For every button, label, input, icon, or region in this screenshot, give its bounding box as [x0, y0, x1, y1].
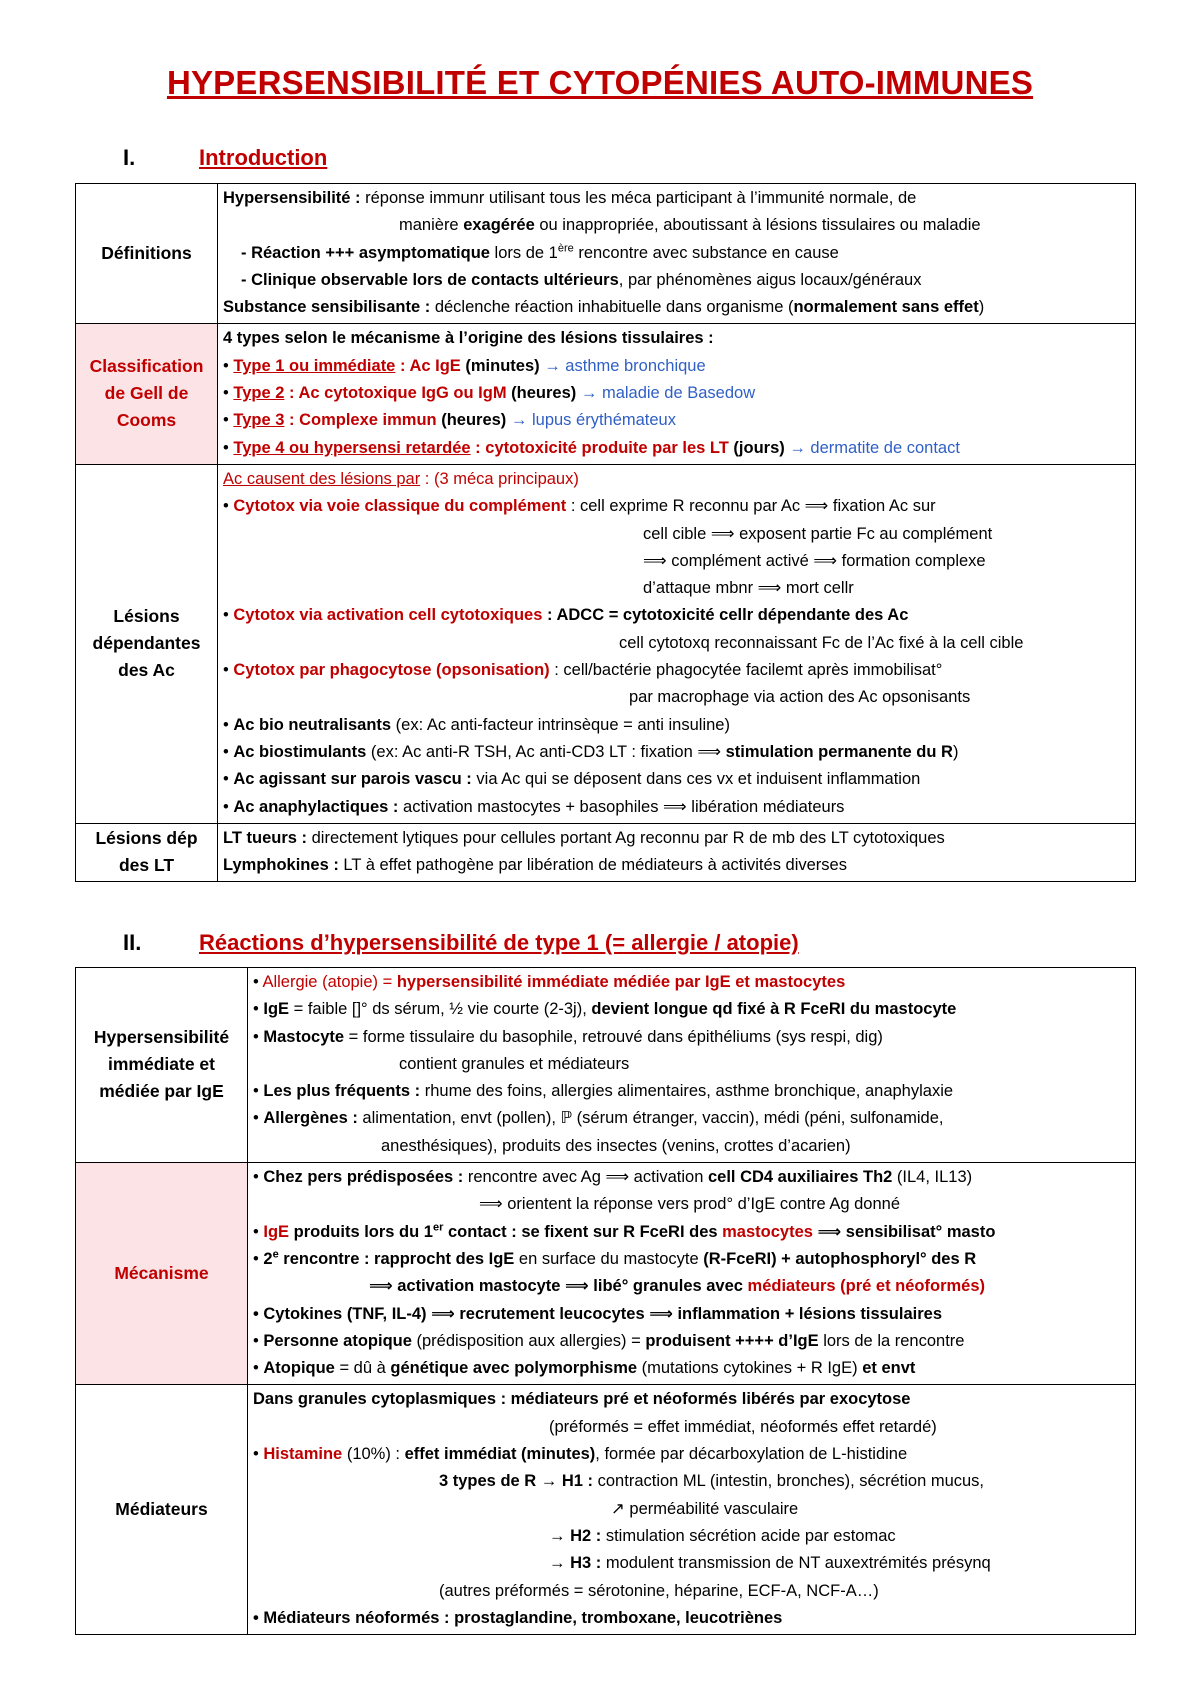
text-bold: génétique avec polymorphisme: [390, 1359, 638, 1378]
type-desc: Complexe immun: [299, 411, 437, 430]
text: ⟹ complément activé ⟹ formation complexe: [643, 551, 986, 570]
type-name: Type 4 ou hypersensi retardée: [233, 438, 471, 457]
type1-table: [75, 967, 1136, 1635]
term-hypersensibilite: Hypersensibilité :: [223, 189, 361, 207]
text: contient granules et médiateurs: [399, 1054, 630, 1073]
cell-mediateurs: [248, 1385, 1136, 1635]
type-example: → lupus érythémateux: [510, 411, 676, 430]
text: ⟹ orientent la réponse vers prod° d’IgE contre Ag donné: [479, 1195, 901, 1214]
text: rencontre avec substance en cause: [573, 243, 839, 262]
list-item: • Personne atopique (prédisposition aux allergies) = produisent ++++ d’IgE lors de la rencontre: [253, 1331, 965, 1350]
list-item: [223, 380, 1130, 407]
text-bold: (R-FceRI) + autophosphoryl° des R: [703, 1249, 977, 1268]
term: Ac biostimulants: [233, 742, 367, 761]
bullet: •: [223, 438, 229, 457]
cell-lesions-lt: [218, 823, 1136, 882]
text: : cell/bactérie phagocytée facilemt après immobilisat°: [549, 661, 943, 680]
list-item: • Cytotox via activation cell cytotoxiques : ADCC = cytotoxicité cellr dépendante des Ac: [223, 606, 909, 625]
table-row-lesions-lt: [76, 823, 1136, 882]
row-label-lesions-ac: Lésions dépendantes des Ac: [76, 464, 218, 823]
cell-hypersensibilite: [248, 968, 1136, 1163]
list-item: • Atopique = dû à génétique avec polymorphisme (mutations cytokines + R IgE) et envt: [253, 1359, 916, 1378]
text-bold: normalement sans effet: [793, 298, 979, 317]
text: LT à effet pathogène par libération de médiateurs à activités diverses: [338, 856, 847, 875]
cell-classification: [218, 324, 1136, 464]
term: Chez pers prédisposées :: [263, 1168, 464, 1187]
term: Mastocyte: [263, 1027, 345, 1046]
introduction-table: [75, 183, 1136, 882]
text: = forme tissulaire du basophile, retrouvé dans épithéliums (sys respi, dig): [344, 1027, 883, 1046]
text: (autres préformés = sérotonine, héparine, ECF-A, NCF-A…): [439, 1581, 879, 1600]
list-item: • Cytokines (TNF, IL-4) ⟹ recrutement leucocytes ⟹ inflammation + lésions tissulaires: [253, 1304, 942, 1323]
bullet: •: [223, 411, 229, 430]
text: →: [549, 1526, 571, 1545]
text: stimulation sécrétion acide par estomac: [601, 1526, 896, 1545]
section-label: Réactions d’hypersensibilité de type 1 (= allergie / atopie): [199, 930, 799, 955]
term: Ac agissant sur parois vascu :: [233, 770, 472, 789]
row-label-classification: Classification de Gell de Cooms: [76, 324, 218, 464]
term: Cytotox via voie classique du complément: [233, 497, 567, 516]
text: modulent transmission de NT auxextrémités présynq: [601, 1554, 991, 1573]
list-item: [223, 435, 1130, 462]
text: activation mastocytes + basophiles ⟹ libération médiateurs: [398, 797, 845, 816]
text: Cytokines (TNF, IL-4) ⟹ recrutement leucocytes ⟹ inflammation + lésions tissulaires: [263, 1304, 942, 1323]
text: →: [549, 1554, 571, 1573]
text: ): [952, 742, 959, 761]
list-item: • Allergie (atopie) = hypersensibilité immédiate médiée par IgE et mastocytes: [253, 973, 846, 991]
sep: :: [284, 384, 299, 403]
list-item: • IgE produits lors du 1er contact : se fixent sur R FceRI des mastocytes ⟹ sensibilisat° masto: [253, 1221, 996, 1241]
cell-definitions: [218, 184, 1136, 324]
text: rencontre : rapprocht des IgE: [278, 1249, 515, 1268]
text: (ex: Ac anti-R TSH, Ac anti-CD3 LT : fixation ⟹: [366, 742, 726, 761]
term: Histamine: [263, 1445, 343, 1464]
section-number: II.: [123, 930, 142, 955]
list-item: • Cytotox via voie classique du complément : cell exprime R reconnu par Ac ⟹ fixation Ac sur: [223, 497, 936, 516]
sup: ère: [557, 242, 574, 255]
text-bold: H3 :: [570, 1554, 602, 1573]
section-heading-1: [123, 145, 327, 171]
type-time: (jours): [728, 438, 790, 457]
type-time: (heures): [506, 384, 581, 403]
text-bold: devient longue qd fixé à R FceRI du mastocyte: [591, 1000, 957, 1019]
text-bold: hypersensibilité immédiate médiée par IgE et mastocytes: [396, 973, 846, 991]
list-item: • Histamine (10%) : effet immédiat (minutes), formée par décarboxylation de L-histidine: [253, 1445, 908, 1464]
text: (préformés = effet immédiat, néoformés effet retardé): [549, 1417, 937, 1436]
text: ⟹ sensibilisat° masto: [812, 1222, 996, 1241]
text: contact : se fixent sur R FceRI des: [443, 1222, 723, 1241]
list-item: • Ac anaphylactiques : activation mastocytes + basophiles ⟹ libération médiateurs: [223, 797, 845, 816]
row-label-definitions: Définitions: [76, 184, 218, 324]
term: IgE: [263, 1000, 290, 1019]
text: 2: [263, 1249, 273, 1268]
text-red: médiateurs (pré et néoformés): [747, 1277, 986, 1296]
text: réponse immunr utilisant tous les méca participant à l’immunité normale, de: [360, 189, 917, 207]
table-row-mediateurs: [76, 1385, 1136, 1635]
text: rhume des foins, allergies alimentaires, asthme bronchique, anaphylaxie: [420, 1082, 954, 1101]
text: (10%) :: [342, 1445, 405, 1464]
text-bold: effet immédiat (minutes): [404, 1445, 596, 1464]
row-label-lesions-lt: Lésions dép des LT: [76, 823, 218, 882]
text: , par phénomènes aigus locaux/généraux: [618, 270, 922, 289]
text: = dû à: [334, 1359, 391, 1378]
text: = faible []° ds sérum, ½ vie courte (2-3j),: [289, 1000, 592, 1019]
text: Ac causent des lésions par: [223, 469, 421, 488]
text: en surface du mastocyte: [514, 1249, 704, 1268]
row-label-hypersensibilite: Hypersensibilité immédiate et médiée par IgE: [76, 968, 248, 1163]
list-item: • 2e rencontre : rapprocht des IgE en surface du mastocyte (R-FceRI) + autophosphoryl° des R: [253, 1248, 977, 1268]
list-item: • Allergènes : alimentation, envt (pollen), ℙ (sérum étranger, vaccin), médi (péni, sulfonamide,: [253, 1109, 944, 1128]
bullet: •: [223, 384, 229, 403]
text: (mutations cytokines + R IgE): [637, 1359, 863, 1378]
text: manière: [399, 216, 464, 235]
text: : ADCC = cytotoxicité cellr dépendante des Ac: [542, 606, 909, 625]
type-example: → dermatite de contact: [789, 438, 960, 457]
page-title: HYPERSENSIBILITÉ ET CYTOPÉNIES AUTO-IMMUNES: [166, 64, 1034, 101]
sep: :: [284, 411, 300, 430]
table-row-lesions-ac: [76, 464, 1136, 823]
list-item: [223, 407, 1130, 434]
cell-mecanisme: [248, 1163, 1136, 1385]
text: (atopie) =: [317, 973, 397, 991]
text-bold: et envt: [862, 1359, 916, 1378]
text-bold: - Réaction +++ asymptomatique: [241, 243, 490, 262]
row-label-mecanisme: Mécanisme: [76, 1163, 248, 1385]
list-item: • Ac agissant sur parois vascu : via Ac qui se déposent dans ces vx et induisent inflammation: [223, 770, 921, 789]
text: Médiateurs néoformés : prostaglandine, tromboxane, leucotriènes: [263, 1608, 783, 1627]
text: Dans granules cytoplasmiques : médiateurs pré et néoformés libérés par exocytose: [253, 1390, 911, 1409]
text: contraction ML (intestin, bronches), sécrétion mucus,: [593, 1472, 985, 1491]
text: cell cible ⟹ exposent partie Fc au complément: [643, 524, 993, 543]
text: lors de 1: [489, 243, 558, 262]
bullet: •: [223, 356, 229, 375]
text-red: mastocytes: [722, 1222, 813, 1241]
text: , formée par décarboxylation de L-histidine: [595, 1445, 908, 1464]
term: Ac anaphylactiques :: [233, 797, 399, 816]
cell-lesions-ac: [218, 464, 1136, 823]
term: Les plus fréquents :: [263, 1082, 421, 1101]
type-time: (minutes): [460, 356, 545, 375]
list-item: • Mastocyte = forme tissulaire du basophile, retrouvé dans épithéliums (sys respi, dig): [253, 1027, 883, 1046]
list-item: • Ac bio neutralisants (ex: Ac anti-facteur intrinsèque = anti insuline): [223, 715, 730, 734]
type-example: → maladie de Basedow: [580, 384, 756, 403]
list-item: [223, 353, 1130, 380]
text: déclenche réaction inhabituelle dans organisme (: [430, 298, 794, 317]
sep: :: [395, 356, 410, 375]
list-item: • Chez pers prédisposées : rencontre avec Ag ⟹ activation cell CD4 auxiliaires Th2 (IL4, IL13): [253, 1168, 973, 1187]
list-item: • Ac biostimulants (ex: Ac anti-R TSH, Ac anti-CD3 LT : fixation ⟹ stimulation permanente du R): [223, 742, 959, 761]
text: (prédisposition aux allergies) =: [411, 1331, 646, 1350]
text: rencontre avec Ag ⟹ activation: [463, 1168, 708, 1187]
type-example: → asthme bronchique: [544, 356, 706, 375]
text: produits lors du 1: [289, 1222, 433, 1241]
section-number: I.: [123, 145, 136, 170]
text: ou inappropriée, aboutissant à lésions tissulaires ou maladie: [534, 216, 981, 235]
text: alimentation, envt (pollen), ℙ (sérum étranger, vaccin), médi (péni, sulfonamide,: [357, 1109, 944, 1128]
text: via Ac qui se déposent dans ces vx et induisent inflammation: [471, 770, 921, 789]
text-bold: exagérée: [463, 216, 535, 235]
text: lors de la rencontre: [818, 1331, 965, 1350]
type-desc: cytotoxicité produite par les LT: [485, 438, 729, 457]
text-bold: cell CD4 auxiliaires Th2: [707, 1168, 893, 1187]
text: ⟹ activation mastocyte ⟹ libé° granules avec: [369, 1277, 748, 1296]
type-desc: Ac IgE: [409, 356, 461, 375]
text: ): [978, 298, 985, 317]
text: par macrophage via action des Ac opsonisants: [629, 688, 971, 707]
list-item: • Cytotox par phagocytose (opsonisation) : cell/bactérie phagocytée facilemt après immobilisat°: [223, 661, 943, 680]
type-desc: Ac cytotoxique IgG ou IgM: [298, 384, 507, 403]
list-item: • Les plus fréquents : rhume des foins, allergies alimentaires, asthme bronchique, anaphylaxie: [253, 1082, 954, 1101]
term: LT tueurs :: [223, 828, 308, 847]
type-name: Type 3: [233, 411, 285, 430]
term: Personne atopique: [263, 1331, 412, 1350]
text-bold: - Clinique observable lors de contacts ultérieurs: [241, 270, 619, 289]
text: cell cytotoxq reconnaissant Fc de l’Ac fixé à la cell cible: [619, 633, 1024, 652]
text: anesthésiques), produits des insectes (venins, crottes d’acarien): [381, 1136, 851, 1155]
table-row-definitions: [76, 184, 1136, 324]
text: directement lytiques pour cellules portant Ag reconnu par R de mb des LT cytotoxiques: [307, 828, 945, 847]
term: Lymphokines :: [223, 856, 339, 875]
classification-intro: 4 types selon le mécanisme à l’origine des lésions tissulaires :: [223, 329, 714, 348]
term: Allergènes :: [263, 1109, 358, 1128]
sep: :: [470, 438, 486, 457]
text: : (3 méca principaux): [420, 469, 579, 488]
text: d’attaque mbnr ⟹ mort cellr: [643, 579, 854, 598]
term: Allergie: [262, 973, 318, 991]
table-row-hypersensibilite: [76, 968, 1136, 1163]
term: IgE: [263, 1222, 290, 1241]
text: ↗ perméabilité vasculaire: [611, 1499, 799, 1518]
text: : cell exprime R reconnu par Ac ⟹ fixation Ac sur: [566, 497, 936, 516]
list-item: • IgE = faible []° ds sérum, ½ vie courte (2-3j), devient longue qd fixé à R FceRI du mastocyte: [253, 1000, 957, 1019]
term: Ac bio neutralisants: [233, 715, 392, 734]
text-bold: H2 :: [570, 1526, 602, 1545]
table-row-mecanisme: [76, 1163, 1136, 1385]
sup: e: [272, 1248, 279, 1261]
section-heading-2: [123, 930, 799, 956]
text-bold: 3 types de R → H1 :: [439, 1472, 594, 1491]
row-label-mediateurs: Médiateurs: [76, 1385, 248, 1635]
text-bold: stimulation permanente du R: [725, 742, 953, 761]
type-name: Type 1 ou immédiate: [233, 356, 396, 375]
term: Cytotox via activation cell cytotoxiques: [233, 606, 543, 625]
text: (ex: Ac anti-facteur intrinsèque = anti insuline): [391, 715, 730, 734]
term: Cytotox par phagocytose (opsonisation): [233, 661, 550, 680]
term: Atopique: [263, 1359, 335, 1378]
section-label: Introduction: [199, 145, 328, 170]
table-row-classification: [76, 324, 1136, 464]
text-bold: produisent ++++ d’IgE: [645, 1331, 819, 1350]
term-substance: Substance sensibilisante :: [223, 298, 431, 317]
list-item: • Médiateurs néoformés : prostaglandine, tromboxane, leucotriènes: [253, 1608, 783, 1627]
text: (IL4, IL13): [892, 1168, 973, 1187]
sup: er: [432, 1221, 444, 1234]
type-name: Type 2: [233, 384, 285, 403]
type-time: (heures): [436, 411, 511, 430]
